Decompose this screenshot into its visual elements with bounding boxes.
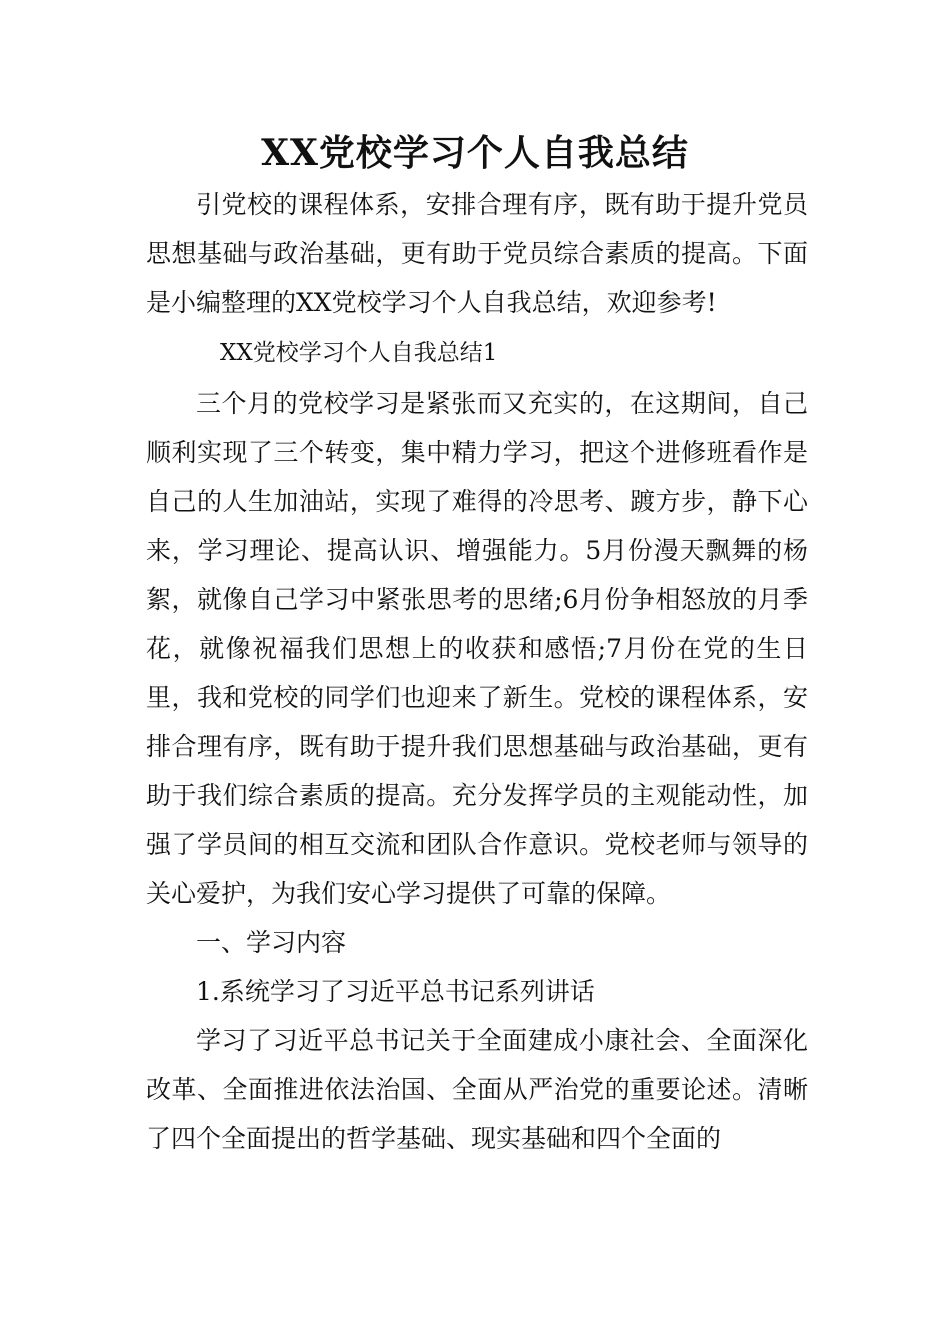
section-heading: 一、学习内容 [196, 928, 347, 957]
intro-paragraph: 引党校的课程体系，安排合理有序，既有助于提升党员思想基础与政治基础，更有助于党员综合素质的提高。下面是小编整理的XX党校学习个人自我总结，欢迎参考! [146, 190, 808, 317]
document-title: XX党校学习个人自我总结 [261, 132, 689, 174]
section-subtitle: XX党校学习个人自我总结1 [220, 340, 498, 366]
subsection-heading: 1.系统学习了习近平总书记系列讲话 [196, 977, 595, 1006]
content-paragraph: 学习了习近平总书记关于全面建成小康社会、全面深化改革、全面推进依法治国、全面从严治党的重要论述。清晰了四个全面提出的哲学基础、现实基础和四个全面的 [146, 1026, 808, 1153]
document-body [146, 180, 808, 1163]
summary-paragraph: 三个月的党校学习是紧张而又充实的，在这期间，自己顺利实现了三个转变，集中精力学习，把这个进修班看作是自己的人生加油站，实现了难得的冷思考、踱方步，静下心来，学习理论、提高认识、增强能力。5月份漫天飘舞的杨絮，就像自己学习中紧张思考的思绪;6月份争相怒放的月季花，就像祝福我们思想上的收获和感悟;7月份在党的生日里，我和党校的同学们也迎来了新生。党校的课程体系，安排合理有序，既有助于提升我们思想基础与政治基础，更有助于我们综合素质的提高。充分发挥学员的主观能动性，加强了学员间的相互交流和团队合作意识。党校老师与领导的关心爱护，为我们安心学习提供了可靠的保障。 [146, 389, 808, 908]
